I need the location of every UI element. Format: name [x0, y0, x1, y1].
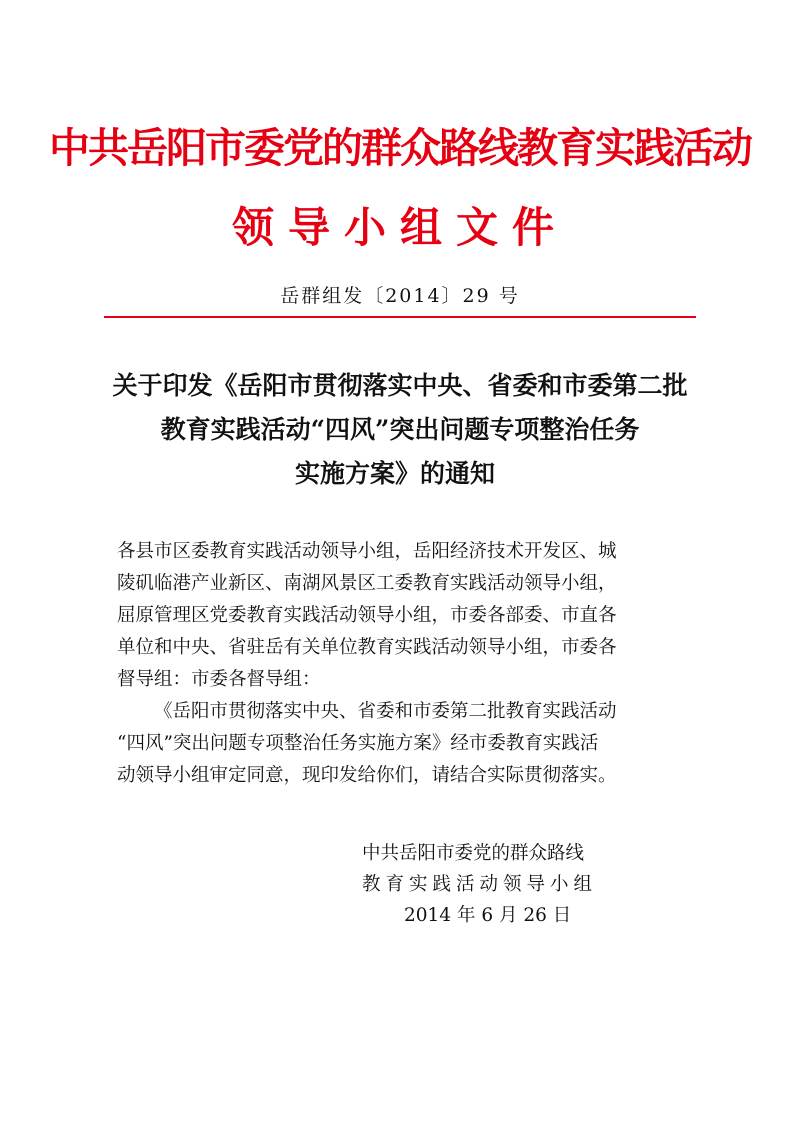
body-line: 各县市区委教育实践活动领导小组，岳阳经济技术开发区、城 [117, 541, 617, 562]
body-line: 单位和中央、省驻岳有关单位教育实践活动领导小组，市委各 [117, 637, 617, 658]
body-line: 屈原管理区党委教育实践活动领导小组，市委各部委、市直各 [117, 605, 617, 626]
signature-block [362, 838, 662, 931]
title-line: 教育实践活动“四风”突出问题专项整治任务 [160, 415, 640, 444]
signature-org-line: 教育实践活动领导小组 [362, 874, 598, 895]
signature-date: 2014 年 6 月 26 日 [404, 905, 572, 926]
body-line: 《岳阳市贯彻落实中央、省委和市委第二批教育实践活动 [154, 701, 617, 722]
document-header-type: 领导小组文件 [231, 203, 568, 252]
red-separator-line [104, 316, 696, 318]
title-line: 实施方案》的通知 [294, 459, 495, 488]
body-line: 动领导小组审定同意，现印发给你们，请结合实际贯彻落实。 [117, 765, 617, 786]
title-line: 关于印发《岳阳市贯彻落实中央、省委和市委第二批 [112, 371, 688, 400]
document-header-org: 中共岳阳市委党的群众路线教育实践活动 [49, 124, 751, 172]
document-body [117, 536, 697, 792]
body-line: 督导组：市委各督导组： [117, 669, 321, 690]
signature-org-line: 中共岳阳市委党的群众路线 [362, 843, 585, 864]
body-line: “四风”突出问题专项整治任务实施方案》经市委教育实践活 [117, 733, 599, 754]
body-line: 陵矶临港产业新区、南湖风景区工委教育实践活动领导小组， [117, 573, 617, 594]
document-number: 岳群组发〔2014〕29 号 [280, 285, 520, 307]
document-title [0, 364, 800, 496]
